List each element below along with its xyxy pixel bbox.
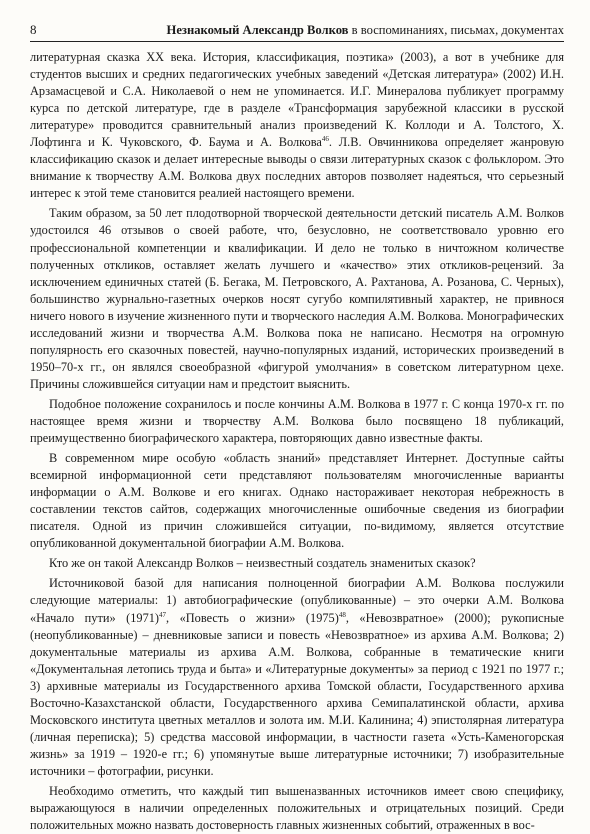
paragraph	[30, 555, 564, 572]
paragraph	[30, 450, 564, 552]
text-run: , «Повесть о жизни» (1975)	[166, 610, 339, 625]
text-run: Таким образом, за 50 лет плодотворной творческой деятельности детский писатель А.М. Волков удостоился 46 отзывов о своей работе, что, безусловно, не соответствовало уровню его профессиональной компетенции и квалификации. И дело не только в ничтожном количестве полученных откликов, оставляет желать лучшего и «качество» этих откликов-рецензий. За исключением единичных статей (Б. Бегака, М. Петровского, А. Рахтанова, А. Розанова, С. Черных), большинство журнально-газетных очерков носят сугубо компилятивный характер, не привнося ничего нового в изучение жизненного пути и творческого наследия А.М. Волкова. Монографических исследований жизни и творчества А.М. Волкова пока не написано. Несмотря на огромную популярность его сказочных повестей, научно-популярных изданий, исторических произведений в 1950–70-х гг., он являлся своеобразной «фигурой умолчания» в советском литературном цехе. Причины сложившейся ситуации нам и предстоит выяснить.	[30, 206, 564, 391]
paragraph	[30, 575, 564, 780]
text-run: Подобное положение сохранилось и после кончины А.М. Волкова в 1977 г. С конца 1970-х гг. по настоящее время жизни и творчеству А.М. Волкова было посвящено 18 публикаций, преимущественно биографического характера, повторяющих давно известные факты.	[30, 396, 564, 446]
footnote-reference: 48	[338, 610, 346, 619]
page-number: 8	[30, 22, 37, 37]
paragraph	[30, 396, 564, 447]
text-run: Необходимо отметить, что каждый тип вышеназванных источников имеет свою специфику, выражающуюся в наличии определенных положительных и отрицательных позиций. Среди положительных можно назвать достоверность главных жизненных событий, отраженных в вос-	[30, 783, 564, 833]
text-run: Источниковой базой для написания полноценной биографии А.М. Волкова послужили следующие материалы: 1) автобиографические (опубликованные) – это очерки А.М. Волкова «Начало пути» (1971)	[30, 576, 564, 625]
paragraph	[30, 49, 564, 202]
text-run: литературная сказка XX века. История, классификация, поэтика» (2003), а вот в учебнике для студентов высших и средних педагогических учебных заведений «Детская литература» (2002) И.Н. Арзамасцевой и С.А. Николаевой о нем не упоминается. И.Г. Минералова публикует программу курса по детской литературе, где в разделе «Трансформация зарубежной классики в русской литературе» проводится сравнительный анализ произведений К. Коллоди и А. Толстого, Х. Лофтинга и К. Чуковского, Ф. Баума и А. Волкова	[30, 50, 564, 150]
running-title-bold: Незнакомый Александр Волков	[166, 23, 349, 37]
running-title	[167, 23, 564, 38]
text-run: В современном мире особую «область знаний» представляет Интернет. Доступные сайты всемирной информационной сети представляют пользователям многочисленные варианты информации о А.М. Волкове и его книгах. Однако настораживает некоторая небрежность в составлении текстов сайтов, содержащих многочисленные ошибочные сведения из биографии писателя. Одной из причин сложившейся ситуации, по-видимому, является отсутствие опубликованной документальной биографии А.М. Волкова.	[30, 451, 564, 551]
paragraph	[30, 783, 564, 834]
paragraph	[30, 205, 564, 393]
text-run: Кто же он такой Александр Волков – неизвестный создатель знаменитых сказок?	[49, 556, 476, 571]
footnote-reference: 47	[159, 610, 167, 619]
running-header	[30, 22, 564, 42]
footnote-reference: 46	[321, 135, 329, 144]
text-run: . Л.В. Овчинникова определяет жанровую классификацию сказок и делает интересные выводы о связи литературных сказок с фольклором. Это внимание к творчеству А.М. Волкова двух последних авторов позволяет надеяться, что серьезный интерес к этой теме становится реалией настоящего времени.	[30, 135, 564, 201]
running-title-rest: в воспоминаниях, письмах, документах	[348, 23, 564, 37]
body-text	[30, 49, 564, 834]
text-run: , «Невозвратное» (2000); рукописные (неопубликованные) – дневниковые записи и повесть «Невозвратное» из архива А.М. Волкова; 2) документальные материалы из архива А.М. Волкова, собранные в тематические книги «Документальная летопись труда и быта» и «Литературные документы» за период с 1921 по 1977 г.; 3) архивные материалы из Государственного архива Томской области, Государственного архива Восточно-Казахстанской области, Государственного архива Семипалатинской области, архива Московского института цветных металлов и золота им. М.И. Калинина; 4) эпистолярная литература (личная переписка); 5) средства массовой информации, в частности газета «Усть-Каменогорская жизнь» за 1919 – 1920-е гг.; 6) упомянутые выше литературные источники; 7) изобразительные источники – фотографии, рисунки.	[30, 610, 564, 778]
